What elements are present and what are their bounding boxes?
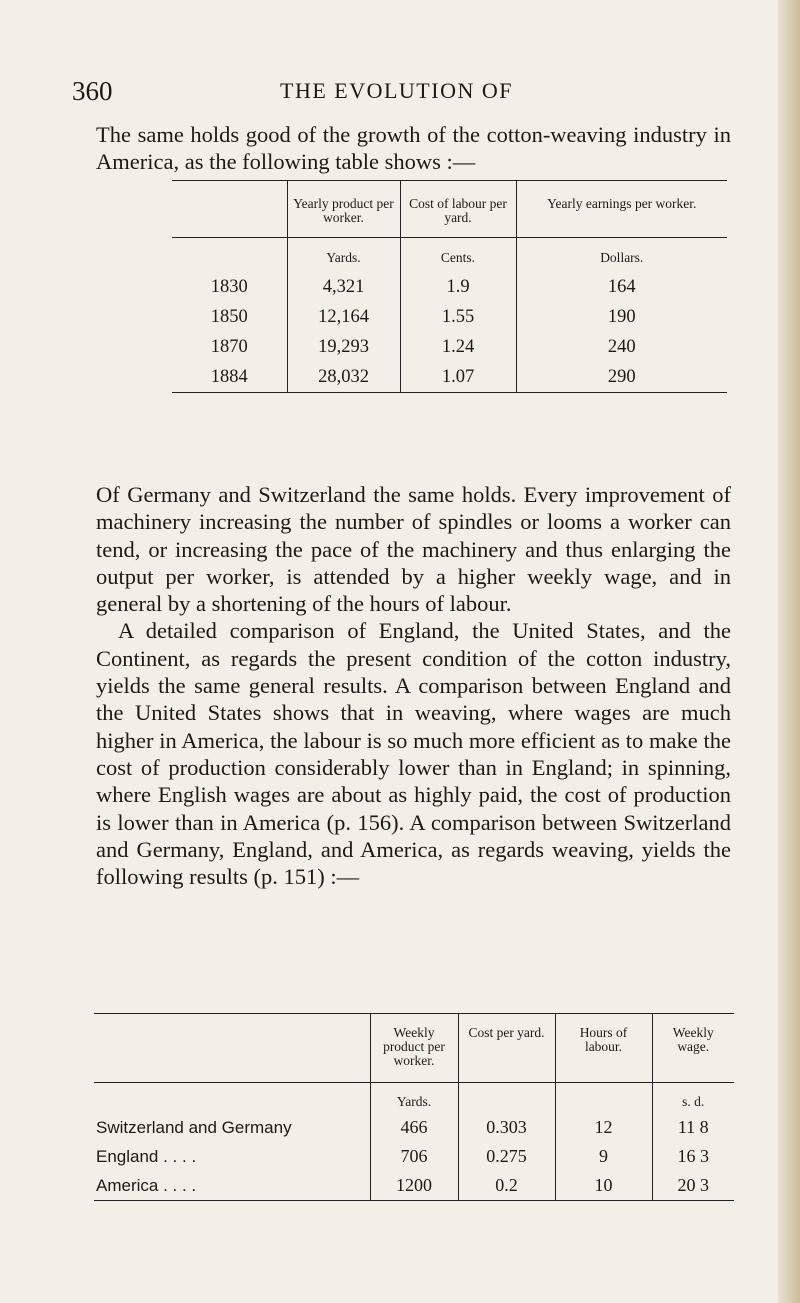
product-cell: 466 bbox=[370, 1113, 458, 1142]
unit-cell bbox=[458, 1083, 555, 1114]
unit-cell bbox=[94, 1083, 370, 1114]
year-cell: 1870 bbox=[210, 336, 248, 357]
paragraph-detailed-comparison: A detailed comparison of England, the United States, and the Continent, as regards the present condition of the cotton industry, yields the same general results. A comparison between England and the United States shows that in weaving, where wages are much higher in America, the labour is so much more efficient as to make the cost of production considerably lower than in England; in spinning, where English wages are about as highly paid, the cost of production is lower than in America (p. 156). A comparison between Switzerland and Germany, England, and America, as regards weaving, yields the following results (p. 151) :— bbox=[96, 618, 731, 890]
product-cell: 12,164 bbox=[287, 302, 400, 332]
header-cell bbox=[172, 181, 287, 238]
hours-cell: 12 bbox=[555, 1113, 652, 1142]
table-cotton-weaving-america bbox=[172, 180, 727, 393]
cost-cell: 0.2 bbox=[458, 1171, 555, 1201]
product-cell: 19,293 bbox=[287, 332, 400, 362]
cost-cell: 1.24 bbox=[400, 332, 516, 362]
table-row bbox=[172, 362, 727, 393]
country-cell: Switzerland and Germany bbox=[96, 1117, 292, 1137]
product-cell: 706 bbox=[370, 1142, 458, 1171]
running-head: THE EVOLUTION OF bbox=[280, 78, 513, 103]
earnings-cell: 290 bbox=[516, 362, 727, 393]
product-cell: 4,321 bbox=[287, 272, 400, 302]
units-row bbox=[94, 1083, 734, 1114]
header-cell: Yearly product per worker. bbox=[287, 181, 400, 238]
header-cell: Cost of labour per yard. bbox=[400, 181, 516, 238]
table-row bbox=[94, 1142, 734, 1171]
paragraph-germany-switzerland: Of Germany and Switzerland the same holds. Every improvement of machinery increasing the number of spindles or looms a worker can tend, or increasing the pace of the machinery and thus enlarging the output per worker, is attended by a higher weekly wage, and in general by a shortening of the hours of labour. bbox=[96, 482, 731, 617]
earnings-cell: 190 bbox=[516, 302, 727, 332]
header-cell: Weekly product per worker. bbox=[370, 1014, 458, 1083]
header-cell: Weekly wage. bbox=[652, 1014, 734, 1083]
unit-cell: Cents. bbox=[400, 238, 516, 273]
intro-paragraph bbox=[96, 121, 731, 176]
table-weaving-comparison bbox=[94, 1013, 734, 1201]
cost-cell: 0.275 bbox=[458, 1142, 555, 1171]
cost-cell: 1.07 bbox=[400, 362, 516, 393]
year-cell: 1884 bbox=[210, 366, 248, 387]
units-row bbox=[172, 238, 727, 273]
product-cell: 1200 bbox=[370, 1171, 458, 1201]
header-cell: Cost per yard. bbox=[458, 1014, 555, 1083]
cost-cell: 1.55 bbox=[400, 302, 516, 332]
header-cell: Hours of labour. bbox=[555, 1014, 652, 1083]
cost-cell: 0.303 bbox=[458, 1113, 555, 1142]
unit-cell: Yards. bbox=[370, 1083, 458, 1114]
year-cell: 1830 bbox=[210, 276, 248, 297]
page-edge bbox=[778, 0, 800, 1303]
unit-cell bbox=[172, 238, 287, 273]
table-header-row bbox=[172, 181, 727, 238]
product-cell: 28,032 bbox=[287, 362, 400, 393]
body-paragraphs bbox=[96, 481, 731, 890]
intro-text: The same holds good of the growth of the cotton-weaving industry in America, as the following table shows :— bbox=[96, 122, 731, 175]
table-row bbox=[94, 1171, 734, 1201]
country-cell: England . . . . bbox=[96, 1146, 197, 1166]
unit-cell bbox=[555, 1083, 652, 1114]
unit-cell: Yards. bbox=[287, 238, 400, 273]
table-row bbox=[172, 302, 727, 332]
country-cell: America . . . . bbox=[96, 1175, 197, 1195]
table-header-row bbox=[94, 1014, 734, 1083]
table-row bbox=[172, 272, 727, 302]
earnings-cell: 240 bbox=[516, 332, 727, 362]
earnings-cell: 164 bbox=[516, 272, 727, 302]
header-cell: Yearly earnings per worker. bbox=[516, 181, 727, 238]
wage-cell: 16 3 bbox=[652, 1142, 734, 1171]
page-number: 360 bbox=[72, 76, 113, 106]
cost-cell: 1.9 bbox=[400, 272, 516, 302]
unit-cell: s. d. bbox=[652, 1083, 734, 1114]
wage-cell: 20 3 bbox=[652, 1171, 734, 1201]
table-row bbox=[172, 332, 727, 362]
hours-cell: 9 bbox=[555, 1142, 652, 1171]
wage-cell: 11 8 bbox=[652, 1113, 734, 1142]
header-cell bbox=[94, 1014, 370, 1083]
hours-cell: 10 bbox=[555, 1171, 652, 1201]
page-header bbox=[72, 76, 740, 110]
table-row bbox=[94, 1113, 734, 1142]
unit-cell: Dollars. bbox=[516, 238, 727, 273]
year-cell: 1850 bbox=[210, 306, 248, 327]
